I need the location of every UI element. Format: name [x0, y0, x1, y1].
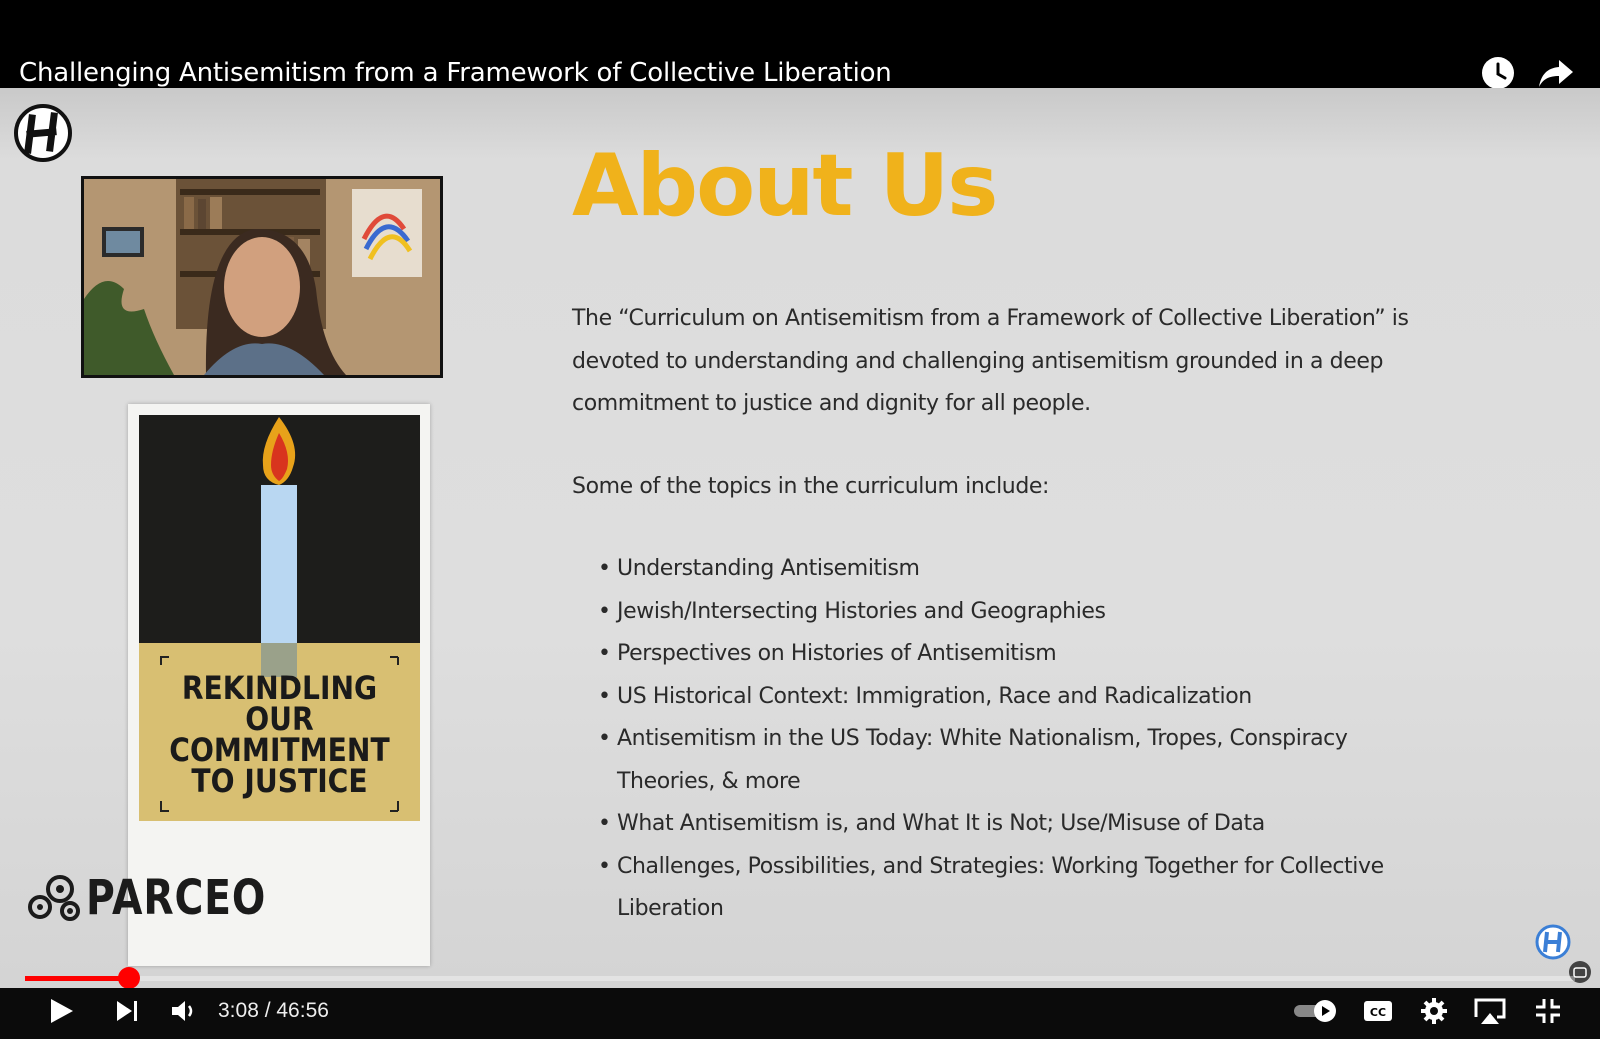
poster-caption-block [139, 643, 420, 821]
autoplay-toggle-icon[interactable] [1292, 988, 1340, 1034]
channel-logo-icon [14, 104, 72, 162]
volume-icon[interactable] [166, 988, 202, 1034]
candle-illustration [139, 415, 420, 643]
player-controls [0, 988, 1600, 1039]
cast-icon[interactable] [1470, 988, 1510, 1034]
list-item: • What Antisemitism is, and What It is Not; Use/Misuse of Data [598, 803, 1438, 846]
poster-line: COMMITMENT [169, 731, 390, 769]
captions-icon[interactable] [1360, 988, 1396, 1034]
next-icon[interactable] [110, 988, 144, 1034]
paragraph-line: commitment to justice and dignity for all people. [572, 391, 1091, 416]
poster-line: OUR [245, 700, 314, 738]
paragraph-line: The “Curriculum on Antisemitism from a Framework of Collective Liberation” is [572, 306, 1409, 331]
video-title[interactable]: Challenging Antisemitism from a Framework of Collective Liberation [19, 58, 892, 88]
speaker-webcam-video [81, 176, 443, 378]
channel-watermark-icon[interactable] [1535, 924, 1571, 960]
list-item: • Perspectives on Histories of Antisemitism [598, 633, 1438, 676]
parceo-emblem-icon [28, 875, 82, 921]
progress-scrubber[interactable] [118, 967, 140, 989]
progress-played [25, 976, 129, 981]
progress-bar[interactable] [25, 976, 1575, 981]
topics-intro: Some of the topics in the curriculum include: [572, 474, 1050, 499]
play-icon[interactable] [44, 988, 80, 1034]
list-item: • Jewish/Intersecting Histories and Geographies [598, 591, 1438, 634]
org-name: PARCEO [86, 870, 267, 926]
slide-heading: About Us [572, 136, 997, 236]
list-item: • Antisemitism in the US Today: White Nationalism, Tropes, Conspiracy Theories, & more [598, 718, 1378, 803]
list-item: • Understanding Antisemitism [598, 548, 1438, 591]
time-display: 3:08 / 46:56 [218, 999, 329, 1022]
top-bar [0, 0, 1600, 90]
parceo-logo [28, 870, 306, 926]
list-item: • US Historical Context: Immigration, Race and Radicalization [598, 676, 1438, 719]
paragraph-line: devoted to understanding and challenging antisemitism grounded in a deep [572, 348, 1384, 374]
list-item: • Challenges, Possibilities, and Strategies: Working Together for Collective Liberation [598, 846, 1418, 931]
about-paragraph [572, 298, 1472, 426]
settings-gear-icon[interactable] [1416, 988, 1452, 1034]
poster-line: REKINDLING [181, 669, 378, 707]
video-frame[interactable] [0, 88, 1600, 988]
topics-list [598, 548, 1438, 931]
exit-fullscreen-icon[interactable] [1530, 988, 1566, 1034]
poster-headline [156, 669, 403, 800]
poster-line: TO JUSTICE [191, 762, 368, 800]
svg-text:CC: CC [1369, 1006, 1387, 1019]
